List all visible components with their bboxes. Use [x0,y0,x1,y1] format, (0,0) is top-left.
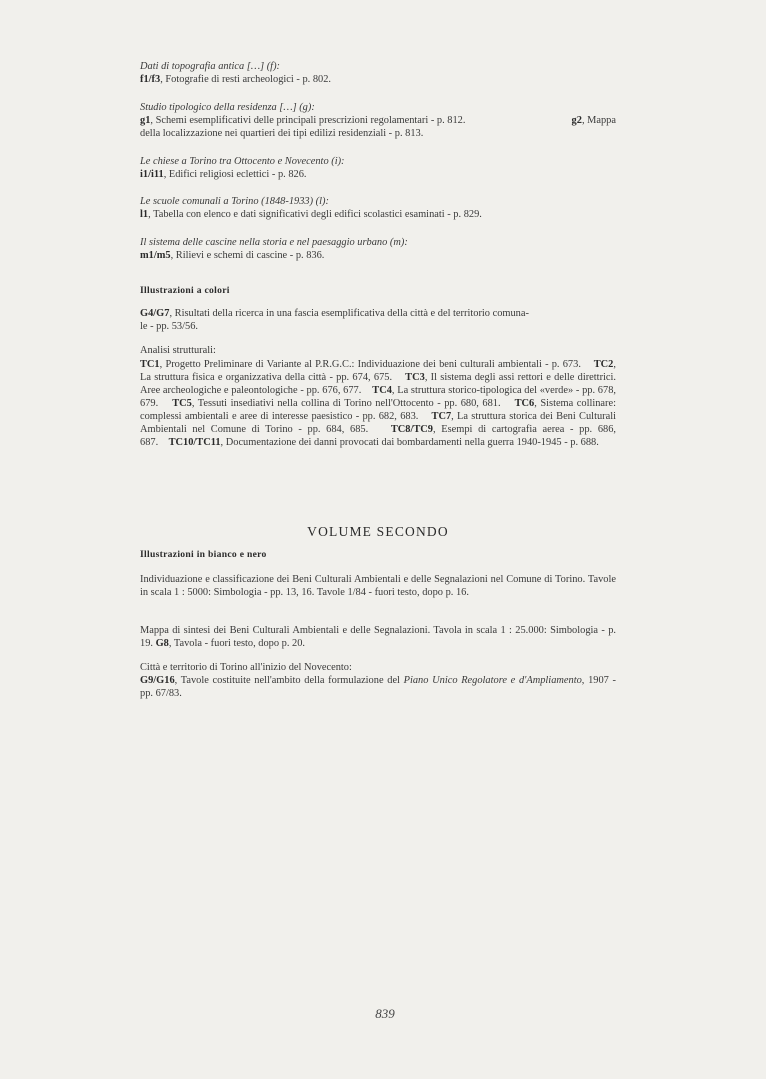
section-body: m1/m5, Rilievi e schemi di cascine - p. 836. [140,250,325,261]
section-body: g1, Schemi esemplificativi delle principali prescrizioni regolamentari - p. 812. g2, Mappa [140,115,616,126]
analisi-label: Analisi strutturali: [140,345,216,356]
section-body: i1/i11, Edifici religiosi eclettici - p. 826. [140,169,307,180]
section-title: Studio tipologico della residenza […] (g): [140,102,315,113]
section-title: Il sistema delle cascine nella storia e nel paesaggio urbano (m): [140,237,408,248]
volume-subheading: Illustrazioni in bianco e nero [140,549,267,560]
section-body: f1/f3, Fotografie di resti archeologici - p. 802. [140,74,332,85]
section-heading: Illustrazioni a colori [140,285,230,296]
section-residenza [140,101,616,140]
volume-subheading-block [140,548,616,561]
volume-p3: Città e territorio di Torino all'inizio del Novecento: G9/G16, Tavole costituite nell'ambito della formulazione del Piano Unico Regolatore e d'Ampliamento, 1907 - pp. 67/83. [140,662,616,699]
page-number: 839 [375,1006,395,1021]
tc-list [140,358,616,449]
section-chiese [140,155,616,181]
section-colori [140,284,616,297]
tc-paragraph: TC1, Progetto Preliminare di Variante al P.R.G.C.: Individuazione dei beni culturali ambientali - p. 673. TC2, La struttura fisica e organizzativa della città - pp. 674, 675. TC3, Il sistema degli assi rettori e delle direttrici. Aree archeologiche e paleontologiche - pp. 676, 677. TC4, La struttura storico-tipologica del «verde» - pp. 678, 679. TC5, Tessuti insediativi nella collina di Torino nell'Ottocento - pp. 680, 681. TC6, Sistema collinare: complessi ambientali e aree di interesse paesistico - pp. 682, 683. TC7, La struttura storica dei Beni Culturali Ambientali nel Comune di Torino - pp. 684, 685. TC8/TC9, Esempi di cartografia aerea - pp. 686, 687. TC10/TC11, Documentazione dei danni provocati dai bombardamenti nella guerra 1940-1945 - p. 688. [140,359,617,448]
section-title: Le chiese a Torino tra Ottocento e Novecento (i): [140,156,345,167]
section-body: l1, Tabella con elenco e dati significativi degli edifici scolastici esaminati - p. 829. [140,209,482,220]
section-body-cont: della localizzazione nei quartieri dei tipi edilizi residenziali - p. 813. [140,128,424,139]
section-topografia [140,60,616,86]
volume-p2: Mappa di sintesi dei Beni Culturali Ambientali e delle Segnalazioni. Tavola in scala 1 : 25.000: Simbologia - p. 19. G8, Tavola - fuori testo, dopo p. 20. [140,625,616,649]
colori-g4: G4/G7, Risultati della ricerca in una fascia esemplificativa della città e del territorio comuna- le - pp. 53/56. [140,308,529,332]
section-scuole [140,195,616,221]
volume-heading: VOLUME SECONDO [307,524,449,539]
volume-p1: Individuazione e classificazione dei Beni Culturali Ambientali e delle Segnalazioni nel Comune di Torino. Tavole in scala 1 : 5000: Simbologia - pp. 13, 16. Tavole 1/84 - fuori testo, dopo p. 16. [140,574,616,598]
analisi-strutturali [140,344,616,357]
section-cascine [140,236,616,262]
section-title: Dati di topografia antica […] (f): [140,61,280,72]
section-title: Le scuole comunali a Torino (1848-1933) (l): [140,196,329,207]
